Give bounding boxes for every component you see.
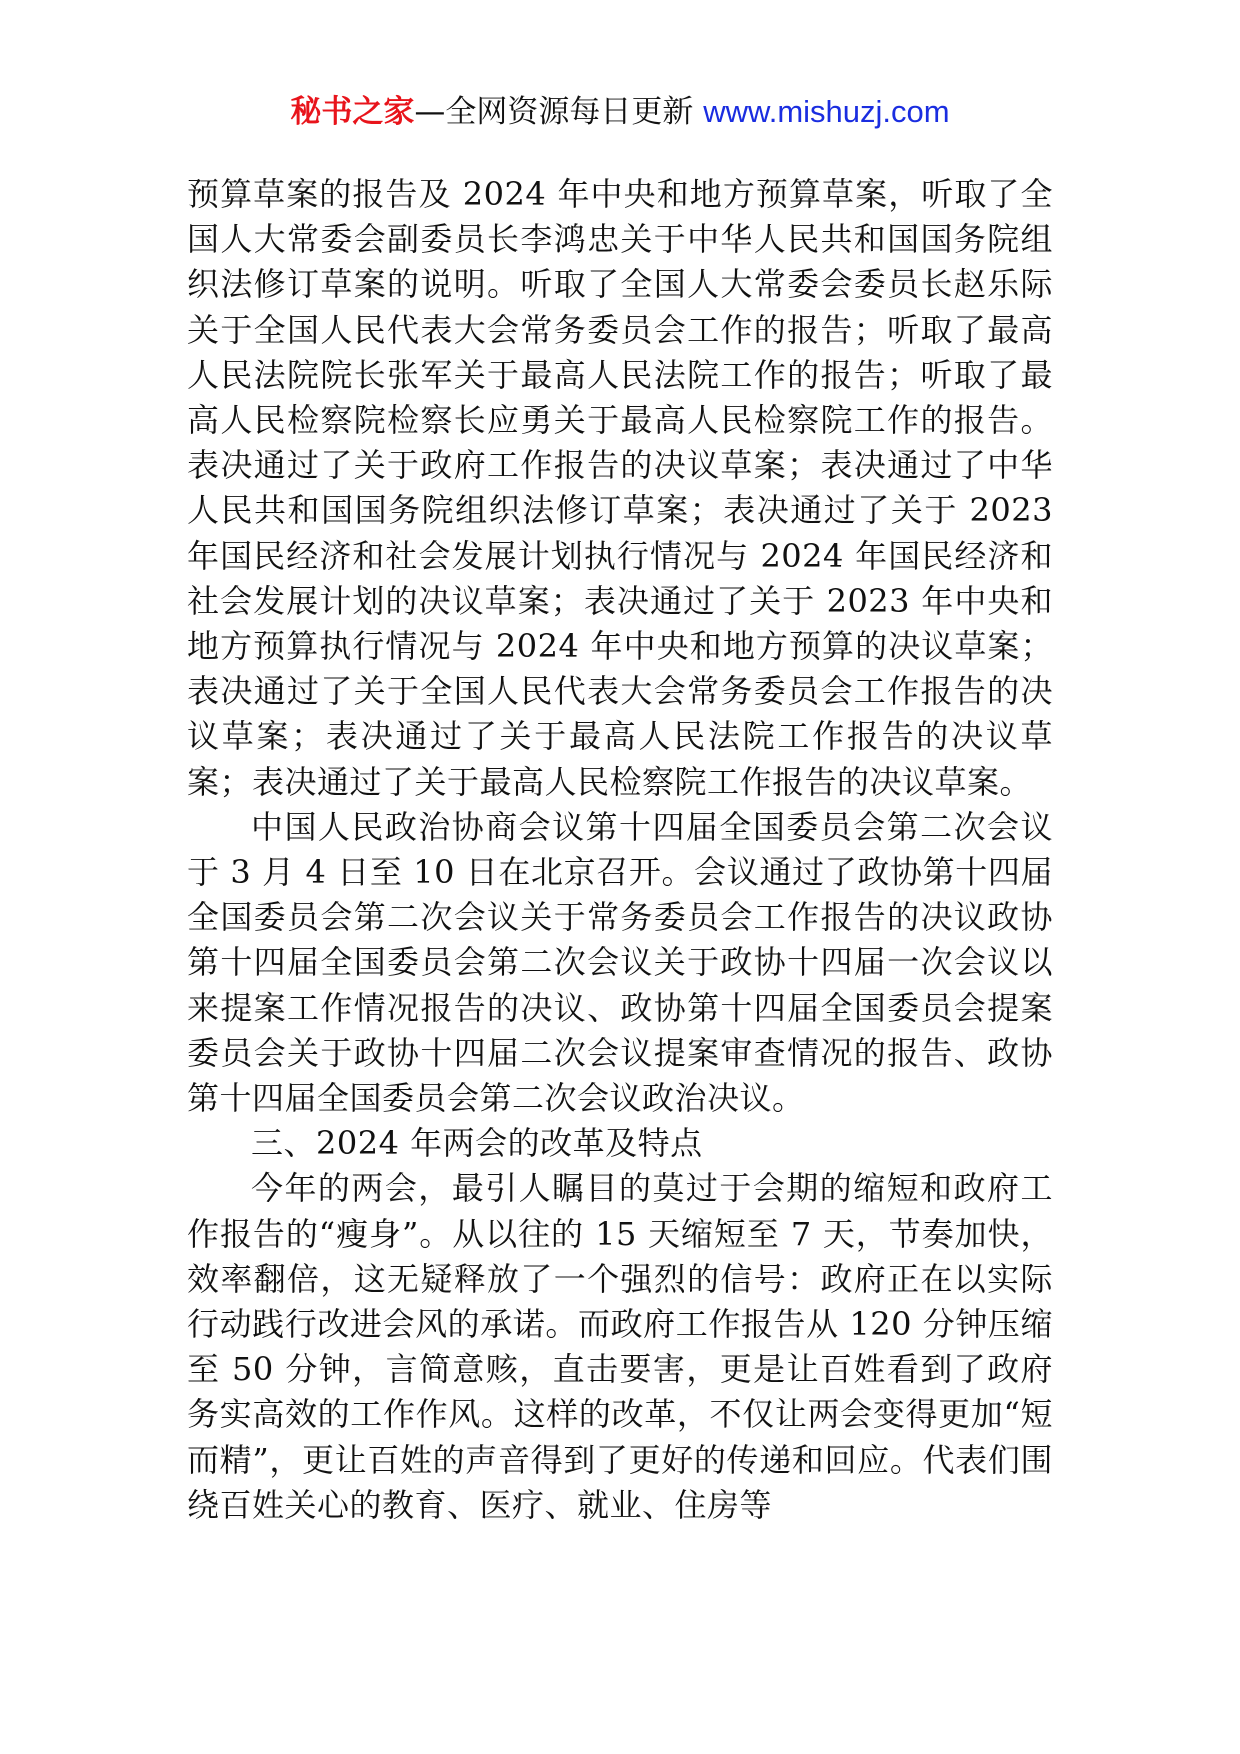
document-body <box>187 172 1053 1528</box>
brand-name: 秘书之家 <box>290 94 415 130</box>
paragraph-reforms: 今年的两会，最引人瞩目的莫过于会期的缩短和政府工作报告的“瘦身”。从以往的 15 天缩短至 7 天，节奏加快，效率翻倍，这无疑释放了一个强烈的信号：政府正在以实际行动践行改进会风的承诺。而政府工作报告从 120 分钟压缩至 50 分钟，言简意赅，直击要害，更是让百姓看到了政府务实高效的工作作风。这样的改革，不仅让两会变得更加“短而精”，更让百姓的声音得到了更好的传递和回应。代表们围绕百姓关心的教育、医疗、就业、住房等 <box>187 1169 1053 1524</box>
site-url[interactable]: www.mishuzj.com <box>703 94 950 129</box>
page-header <box>0 92 1240 132</box>
paragraph-npc-session: 预算草案的报告及 2024 年中央和地方预算草案，听取了全国人大常委会副委员长李鸿忠关于中华人民共和国国务院组织法修订草案的说明。听取了全国人大常委会委员长赵乐际关于全国人民代表大会常务委员会工作的报告；听取了最高人民法院院长张军关于最高人民法院工作的报告；听取了最高人民检察院检察长应勇关于最高人民检察院工作的报告。表决通过了关于政府工作报告的决议草案；表决通过了中华人民共和国国务院组织法修订草案；表决通过了关于 2023 年国民经济和社会发展计划执行情况与 2024 年国民经济和社会发展计划的决议草案；表决通过了关于 2023 年中央和地方预算执行情况与 2024 年中央和地方预算的决议草案；表决通过了关于全国人民代表大会常务委员会工作报告的决议草案；表决通过了关于最高人民法院工作报告的决议草案；表决通过了关于最高人民检察院工作报告的决议草案。 <box>187 175 1053 801</box>
section-heading: 三、2024 年两会的改革及特点 <box>251 1124 703 1163</box>
paragraph-cppcc-session: 中国人民政治协商会议第十四届全国委员会第二次会议于 3 月 4 日至 10 日在北京召开。会议通过了政协第十四届全国委员会第二次会议关于常务委员会工作报告的决议政协第十四届全国委员会第二次会议关于政协十四届一次会议以来提案工作情况报告的决议、政协第十四届全国委员会提案委员会关于政协十四届二次会议提案审查情况的报告、政协第十四届全国委员会第二次会议政治决议。 <box>187 807 1053 1118</box>
header-tagline: —全网资源每日更新 <box>414 94 704 130</box>
